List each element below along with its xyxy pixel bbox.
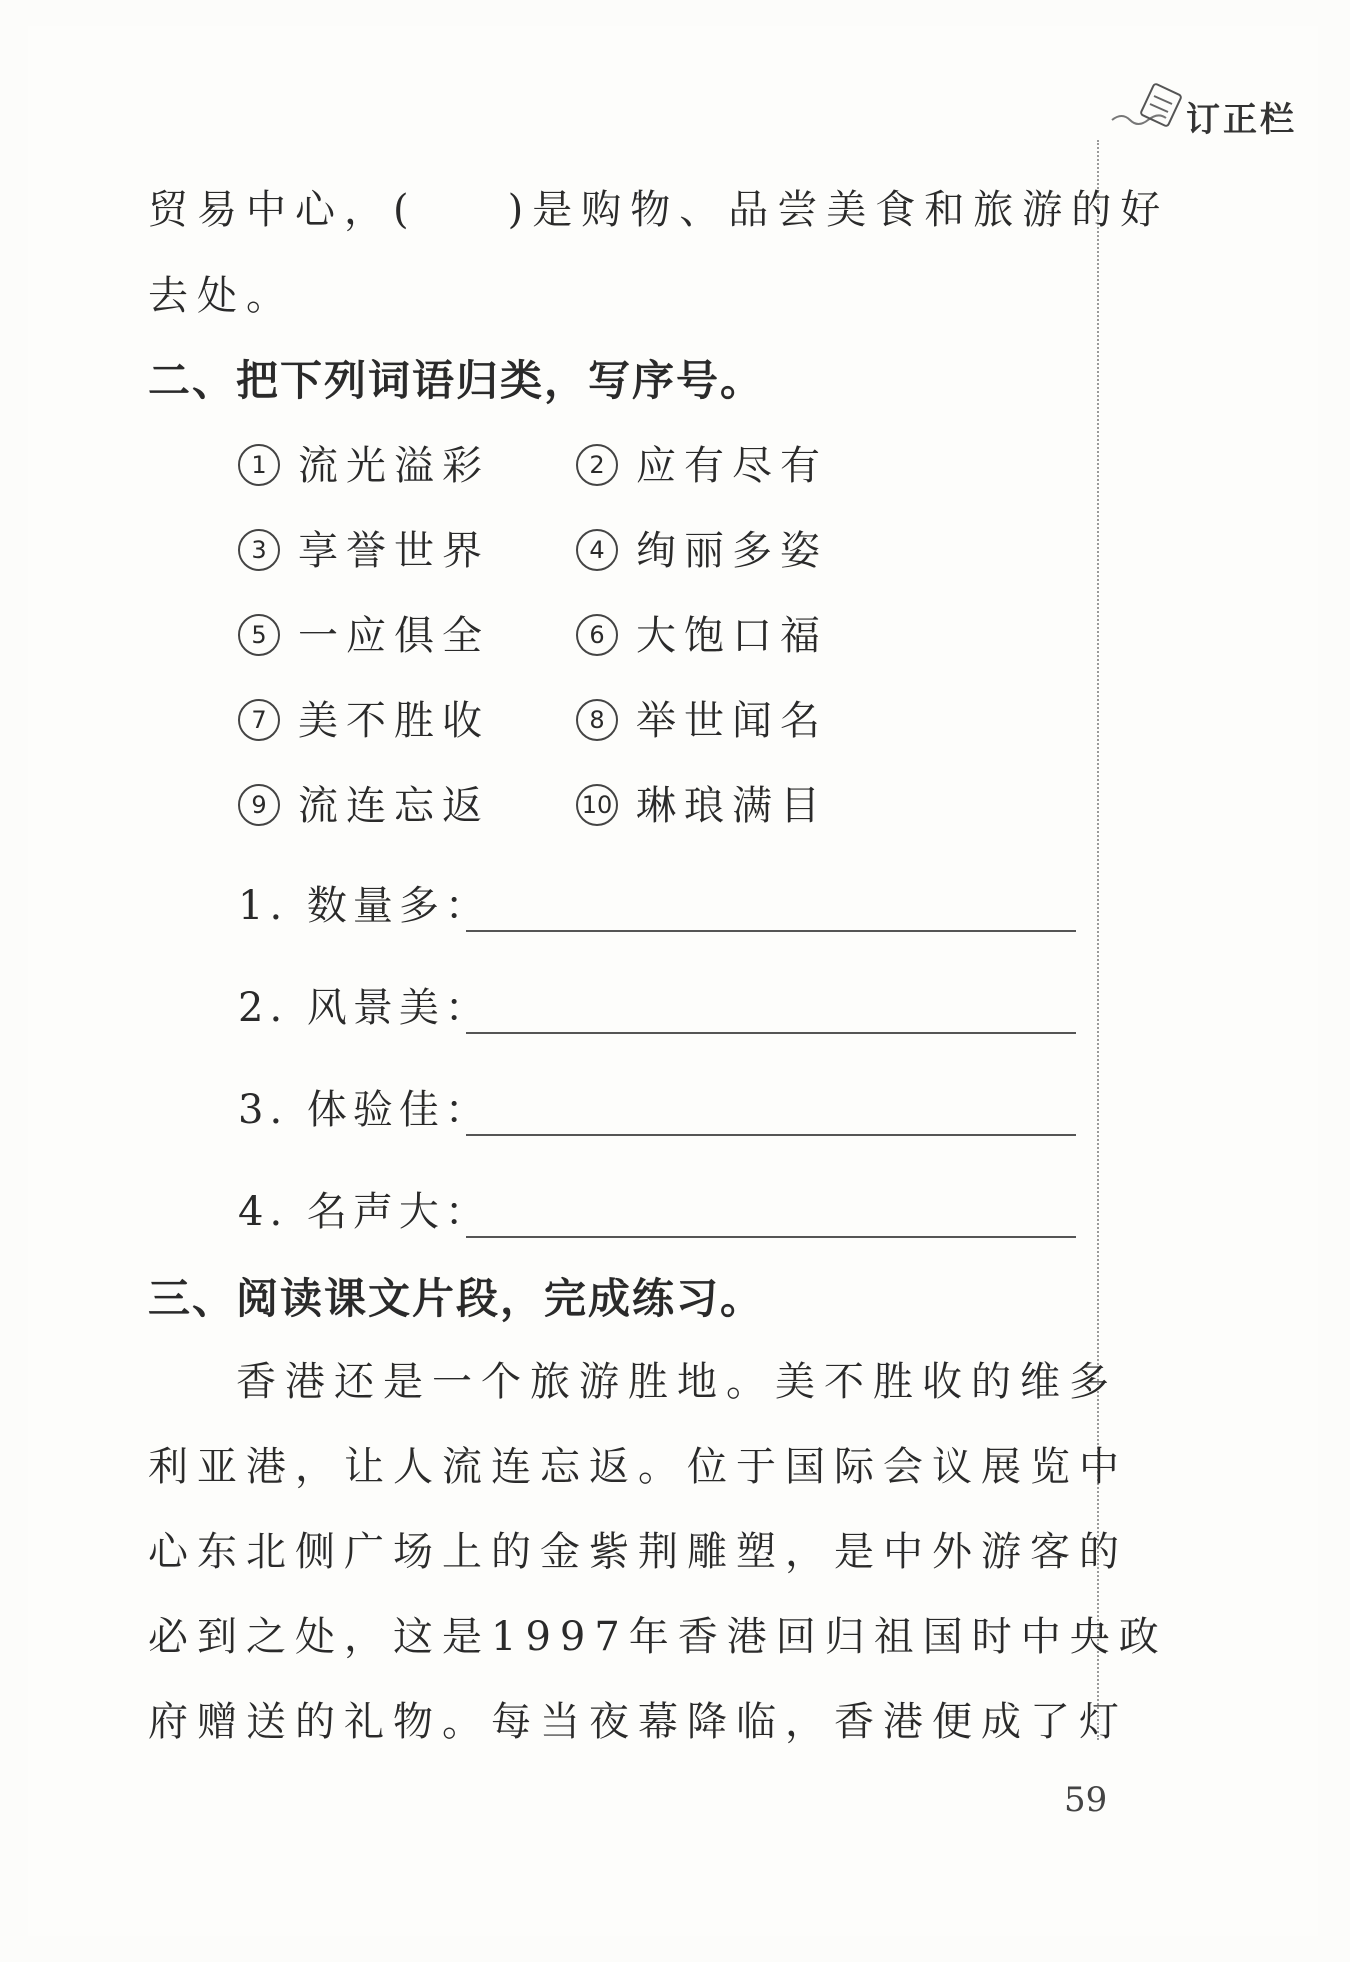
word-text: 一应俱全 [298,613,490,659]
word-item-5 [238,613,490,660]
word-number: 6 [576,614,618,656]
word-item-9 [238,783,490,830]
word-number: 7 [238,699,280,741]
text-after-blank: )是购物、品尝美食和旅游的好 [507,187,1170,233]
word-number: 9 [238,784,280,826]
margin-divider [1097,140,1099,1740]
word-text: 绚丽多姿 [636,528,828,574]
word-text: 享誉世界 [298,528,490,574]
word-number: 2 [576,444,618,486]
word-number: 10 [576,784,618,826]
answer-line-4[interactable] [466,1236,1076,1238]
word-text: 流连忘返 [298,783,490,829]
section-2-heading: 二、把下列词语归类，写序号。 [148,356,765,405]
word-text: 举世闻名 [636,698,828,744]
paragraph-line-4: 必到之处，这是1997年香港回归祖国时中央政 [148,1614,1168,1660]
word-item-3 [238,528,490,575]
category-label-2: 2. 风景美： [238,985,491,1031]
word-item-6 [576,613,828,660]
word-item-1 [238,443,490,490]
word-number: 1 [238,444,280,486]
paragraph-line-2: 利亚港，让人流连忘返。位于国际会议展览中 [148,1444,1128,1490]
word-item-10 [576,783,828,830]
answer-line-1[interactable] [466,930,1076,932]
word-number: 3 [238,529,280,571]
word-number: 8 [576,699,618,741]
word-text: 应有尽有 [636,443,828,489]
word-item-4 [576,528,828,575]
word-item-8 [576,698,828,745]
word-text: 流光溢彩 [298,443,490,489]
category-label-4: 4. 名声大： [238,1189,491,1235]
word-number: 4 [576,529,618,571]
text-line-2: 去处。 [148,273,295,319]
page-number: 59 [1064,1780,1108,1820]
paragraph-line-3: 心东北侧广场上的金紫荆雕塑，是中外游客的 [148,1529,1128,1575]
category-label-3: 3. 体验佳： [238,1087,491,1133]
answer-line-2[interactable] [466,1032,1076,1034]
pencil-note-icon [1110,82,1190,142]
correction-column-title: 订正栏 [1186,100,1297,140]
category-label-1: 1. 数量多： [238,883,491,929]
paragraph-line-5: 府赠送的礼物。每当夜幕降临，香港便成了灯 [148,1699,1128,1745]
text-before-blank: 贸易中心，( [148,187,418,233]
correction-column-header [1110,82,1330,142]
word-item-7 [238,698,490,745]
word-text: 琳琅满目 [636,783,828,829]
paragraph-line-1: 香港还是一个旅游胜地。美不胜收的维多 [236,1359,1118,1405]
word-text: 大饱口福 [636,613,828,659]
word-item-2 [576,443,828,490]
word-text: 美不胜收 [298,698,490,744]
answer-line-3[interactable] [466,1134,1076,1136]
word-number: 5 [238,614,280,656]
text-line-1 [148,187,1170,233]
section-3-heading: 三、阅读课文片段，完成练习。 [148,1274,765,1323]
